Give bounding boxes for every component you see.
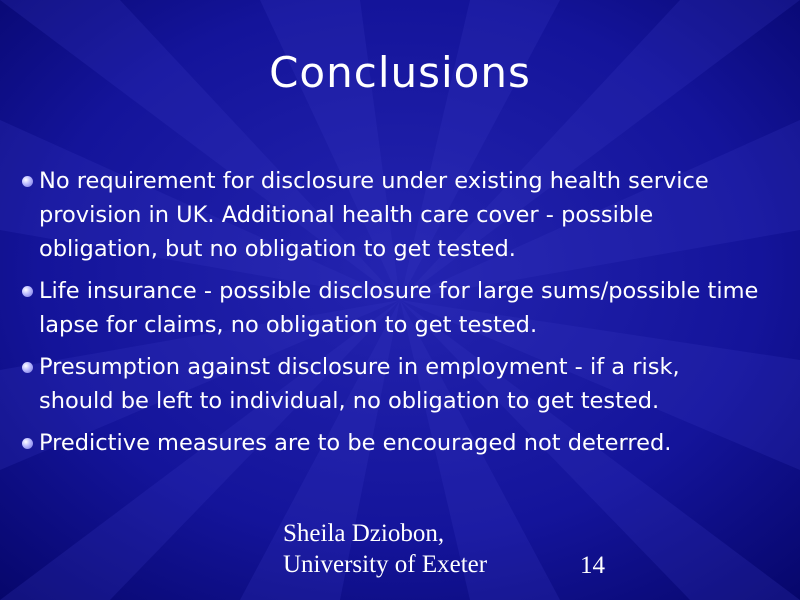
bullet-item xyxy=(20,164,760,266)
bullet-item xyxy=(20,426,760,460)
bullet-text: Life insurance - possible disclosure for large sums/possible time lapse for claims, no obligation to get tested. xyxy=(39,278,759,338)
bullet-text: No requirement for disclosure under existing health service provision in UK. Additional health care cover - possible obligation, but no obligation to get tested. xyxy=(39,168,709,262)
bullet-dot-icon xyxy=(22,286,33,297)
page-number: 14 xyxy=(580,552,605,579)
author-affiliation: University of Exeter xyxy=(283,551,488,578)
bullet-dot-icon xyxy=(22,362,33,373)
bullet-text: Predictive measures are to be encouraged not deterred. xyxy=(39,430,672,456)
bullet-dot-icon xyxy=(22,438,33,449)
footer-author xyxy=(283,518,487,580)
slide-title: Conclusions xyxy=(269,48,531,97)
bullet-item xyxy=(20,274,760,342)
bullet-item xyxy=(20,350,760,418)
bullet-list xyxy=(20,164,760,468)
bullet-text: Presumption against disclosure in employment - if a risk, should be left to individual, no obligation to get tested. xyxy=(39,354,680,414)
bullet-dot-icon xyxy=(22,176,33,187)
author-name: Sheila Dziobon, xyxy=(283,520,445,547)
